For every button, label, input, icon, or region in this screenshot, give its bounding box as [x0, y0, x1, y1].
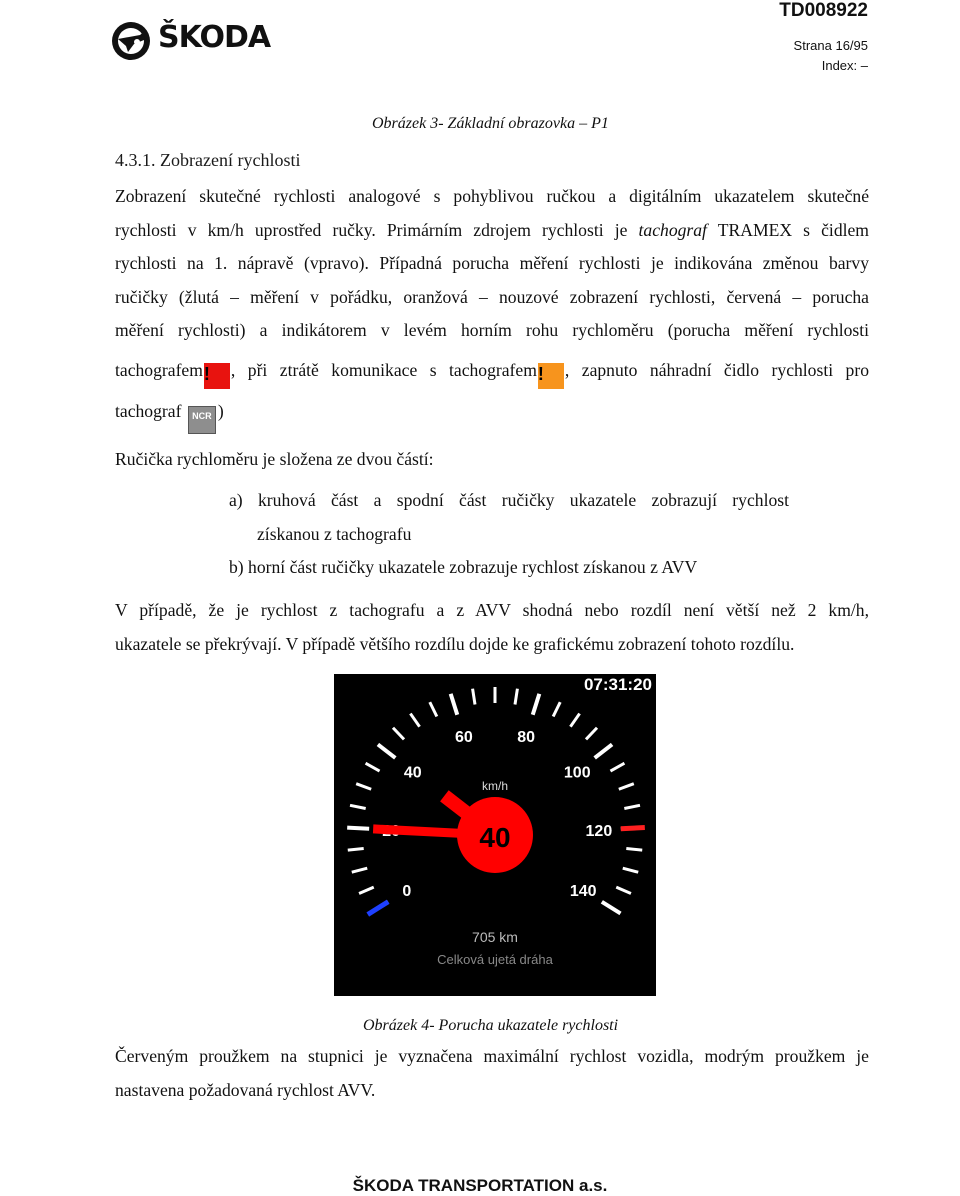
- gauge-scale-label: 80: [517, 728, 536, 746]
- gauge-scale-label: 140: [569, 883, 597, 901]
- list-item-b: b) horní část ručičky ukazatele zobrazuje rychlost získanou z AVV: [229, 557, 698, 577]
- gauge-scale-label: 60: [454, 728, 473, 746]
- gauge-tick: [347, 828, 369, 829]
- gauge-tick: [348, 848, 364, 850]
- page-number: Strana 16/95: [793, 38, 868, 53]
- text-line: Zobrazení skutečné rychlosti analogové s pohyblivou ručkou a digitálním ukazatelem skutečné: [115, 186, 869, 206]
- text-line: tachograf NCR ): [115, 395, 869, 434]
- list-intro: Ručička rychloměru je složena ze dvou částí:: [115, 449, 434, 469]
- odometer-value: 705 km: [472, 929, 518, 945]
- gauge-scale-label: 0: [402, 883, 412, 901]
- list-item-a: a) kruhová část a spodní část ručičky ukazatele zobrazují rychlost získanou z tachografu: [229, 490, 789, 544]
- max-speed-mark: [621, 828, 645, 829]
- warning-orange-icon: !: [538, 363, 564, 389]
- footer-company: ŠKODA TRANSPORTATION a.s.: [352, 1176, 608, 1195]
- text-line: měření rychlosti) a indikátorem v levém horním rohu rychloměru (porucha měření rychlosti: [115, 320, 869, 340]
- index-label: Index: –: [821, 58, 868, 73]
- text-line: ručičky (žlutá – měření v pořádku, oranžová – nouzové zobrazení rychlosti, červená – porucha: [115, 286, 869, 307]
- skoda-logo: [110, 18, 271, 66]
- digital-speed: 40: [479, 822, 511, 853]
- gauge-tick: [626, 848, 642, 850]
- gauge-scale-label: 40: [403, 764, 422, 782]
- gauge-unit: km/h: [481, 779, 509, 793]
- speedometer-figure: [334, 674, 656, 996]
- ncr-icon: NCR: [188, 406, 216, 434]
- gauge-scale-label: 100: [563, 764, 591, 782]
- text-line: rychlosti na 1. nápravě (vpravo). Případná porucha měření rychlosti je indikována změnou barvy: [115, 253, 869, 273]
- paragraph-speed-display: [115, 180, 869, 434]
- figure4-caption: Obrázek 4- Porucha ukazatele rychlosti: [363, 1017, 619, 1034]
- paragraph-marks: Červeným proužkem na stupnici je vyznačena maximální rychlost vozidla, modrým proužkem je nastavena požadovaná rychlost AVV.: [115, 1046, 869, 1100]
- warning-red-icon: !: [204, 363, 230, 389]
- paragraph-overlap: V případě, že je rychlost z tachografu a z AVV shodná nebo rozdíl není větší než 2 km/h, ukazatele se překrývají. V případě většího rozdílu dojde ke grafickému zobrazení tohoto rozdílu.: [115, 600, 869, 654]
- document-id: TD008922: [779, 0, 868, 21]
- skoda-winged-arrow-icon: [110, 18, 152, 64]
- text-line: tachografem! , při ztrátě komunikace s tachografem! , zapnuto náhradní čidlo rychlosti pro: [115, 354, 869, 389]
- figure3-caption: Obrázek 3- Základní obrazovka – P1: [372, 115, 609, 132]
- odometer-label: Celková ujetá dráha: [437, 952, 553, 967]
- text-line: rychlosti v km/h uprostřed ručky. Primárním zdrojem rychlosti je tachograf TRAMEX s čidlem: [115, 219, 869, 240]
- gauge-clock: 07:31:20: [583, 675, 652, 694]
- section-title: 4.3.1. Zobrazení rychlosti: [115, 150, 301, 170]
- avv-needle: [373, 829, 459, 833]
- gauge-scale-label: 120: [585, 822, 613, 840]
- logo-text: ŠKODA: [158, 20, 271, 55]
